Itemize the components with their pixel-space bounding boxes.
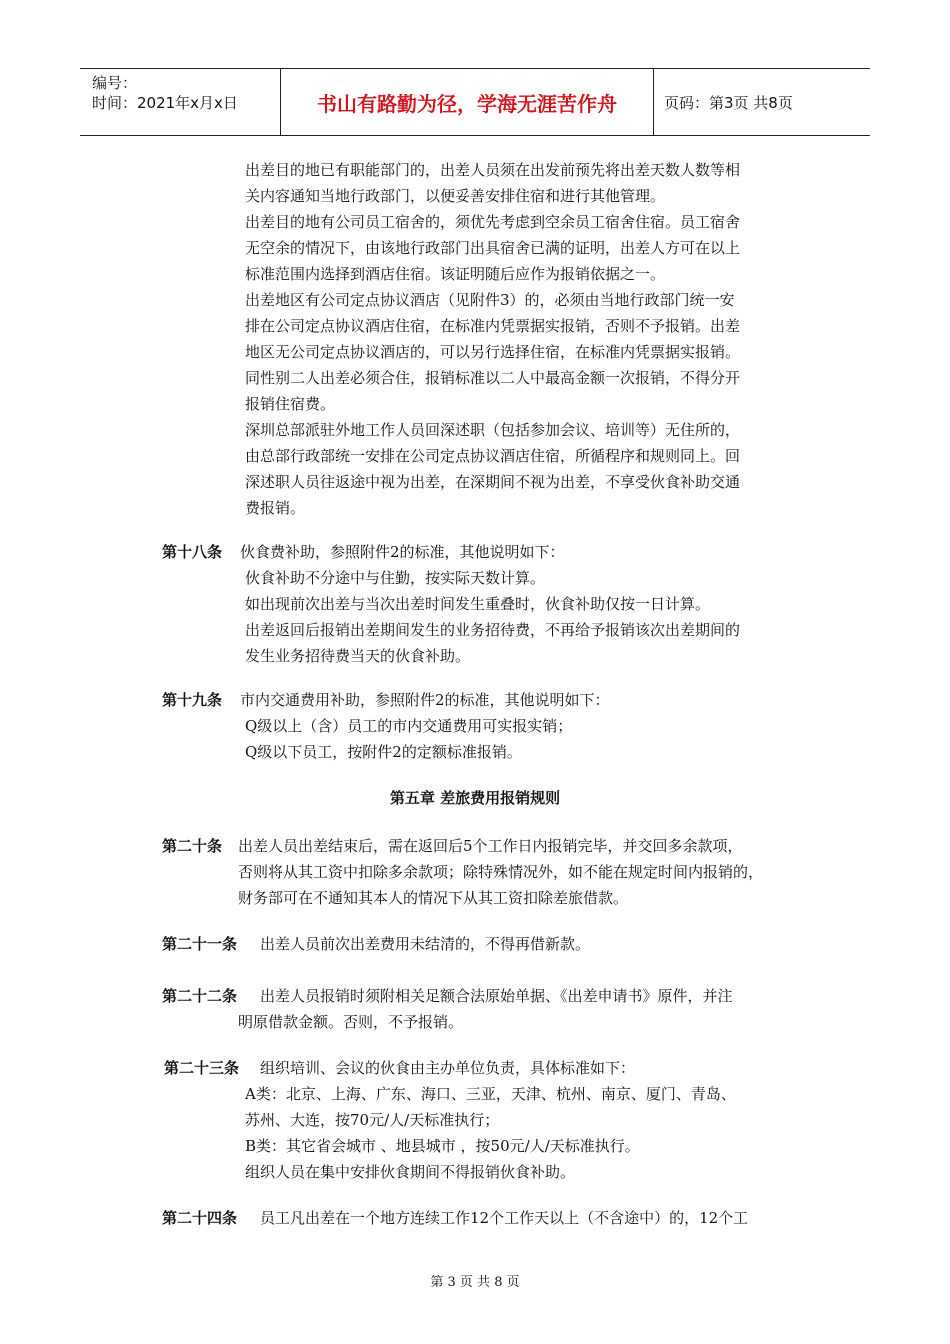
header-meta <box>80 69 281 135</box>
article-23-label: 第二十三条 <box>164 1059 240 1077</box>
article-20-label: 第二十条 <box>162 837 223 855</box>
article-18-line: 发生业务招待费当天的伙食补助。 <box>245 647 471 665</box>
article-24-label: 第二十四条 <box>162 1209 238 1227</box>
article-18-line: 出差返回后报销出差期间发生的业务招待费，不再给予报销该次出差期间的 <box>245 621 741 639</box>
article-23-line: A类：北京、上海、广东、海口、三亚，天津、杭州、南京、厦门、青岛、 <box>245 1085 736 1103</box>
intro-line: 出差目的地有公司员工宿舍的，须优先考虑到空余员工宿舍住宿。员工宿舍 <box>245 213 741 231</box>
article-19-label: 第十九条 <box>162 691 223 709</box>
page-footer: 第 3 页 共 8 页 <box>430 1275 520 1290</box>
article-20-line: 否则将从其工资中扣除多余款项；除特殊情况外，如不能在规定时间内报销的， <box>238 863 764 881</box>
article-22-label: 第二十二条 <box>162 987 238 1005</box>
intro-line: 排在公司定点协议酒店住宿，在标准内凭票据实报销，否则不予报销。出差 <box>245 317 741 335</box>
article-19-line: Q级以上（含）员工的市内交通费用可实报实销； <box>245 717 573 735</box>
article-24-line: 员工凡出差在一个地方连续工作12个工作天以上（不含途中）的，12个工 <box>260 1209 749 1227</box>
article-23-line: B类：其它省会城市 、地县城市 ，按50元/人/天标准执行。 <box>245 1137 640 1155</box>
article-22-line: 出差人员报销时须附相关足额合法原始单据、《出差申请书》原件，并注 <box>260 987 733 1005</box>
article-18-line: 如出现前次出差与当次出差时间发生重叠时，伙食补助仅按一日计算。 <box>245 595 711 613</box>
intro-line: 出差地区有公司定点协议酒店（见附件3）的，必须由当地行政部门统一安 <box>245 291 735 309</box>
intro-line: 由总部行政部统一安排在公司定点协议酒店住宿，所循程序和规则同上。回 <box>245 447 741 465</box>
intro-line: 地区无公司定点协议酒店的，可以另行选择住宿，在标准内凭票据实报销。 <box>245 343 741 361</box>
chapter-heading: 第五章 差旅费用报销规则 <box>389 789 561 807</box>
article-18-label: 第十八条 <box>162 543 223 561</box>
article-19-line: Q级以下员工，按附件2的定额标准报销。 <box>245 743 522 761</box>
article-23-line: 组织人员在集中安排伙食期间不得报销伙食补助。 <box>245 1163 576 1181</box>
article-23-line: 组织培训、会议的伙食由主办单位负责，具体标准如下： <box>260 1059 636 1077</box>
article-23-line: 苏州、大连，按70元/人/天标准执行； <box>245 1111 500 1129</box>
intro-line: 深述职人员往返途中视为出差，在深期间不视为出差，不享受伙食补助交通 <box>245 473 741 491</box>
document-number-label: 编号： <box>92 74 138 92</box>
header-table <box>80 68 870 136</box>
article-18-line: 伙食费补助，参照附件2的标准，其他说明如下： <box>240 543 565 561</box>
header-page-info: 页码：第3页 共8页 <box>664 93 793 112</box>
intro-line: 深圳总部派驻外地工作人员回深述职（包括参加会议、培训等）无住所的， <box>245 421 741 439</box>
header-motto: 书山有路勤为径，学海无涯苦作舟 <box>281 69 654 135</box>
document-date: 时间：2021年x月x日 <box>92 94 238 112</box>
intro-line: 关内容通知当地行政部门，以便妥善安排住宿和进行其他管理。 <box>245 187 666 205</box>
article-20-line: 财务部可在不通知其本人的情况下从其工资扣除差旅借款。 <box>238 889 629 907</box>
intro-line: 无空余的情况下，由该地行政部门出具宿舍已满的证明，出差人方可在以上 <box>245 239 741 257</box>
intro-line: 标准范围内选择到酒店住宿。该证明随后应作为报销依据之一。 <box>245 265 666 283</box>
article-22-line: 明原借款金额。否则，不予报销。 <box>238 1013 464 1031</box>
article-21-label: 第二十一条 <box>162 935 238 953</box>
article-21-line: 出差人员前次出差费用未结清的，不得再借新款。 <box>260 935 591 953</box>
intro-line: 出差目的地已有职能部门的，出差人员须在出发前预先将出差天数人数等相 <box>245 161 741 179</box>
intro-line: 报销住宿费。 <box>245 395 336 413</box>
article-19-line: 市内交通费用补助，参照附件2的标准，其他说明如下： <box>240 691 610 709</box>
article-20-line: 出差人员出差结束后，需在返回后5个工作日内报销完毕，并交回多余款项， <box>238 837 743 855</box>
intro-line: 费报销。 <box>245 499 306 517</box>
intro-line: 同性别二人出差必须合住，报销标准以二人中最高金额一次报销，不得分开 <box>245 369 741 387</box>
article-18-line: 伙食补助不分途中与住勤，按实际天数计算。 <box>245 569 546 587</box>
